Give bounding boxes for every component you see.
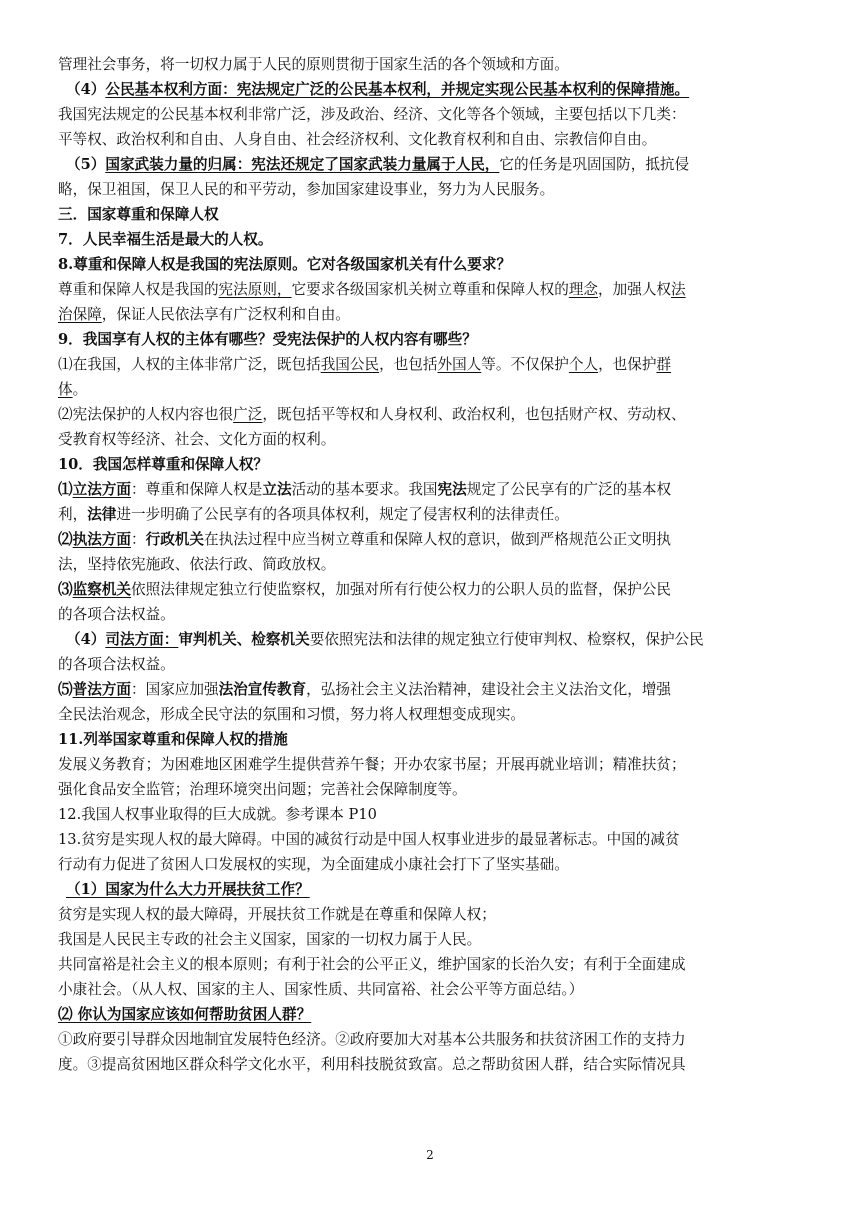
text-run: 它要求各级国家机关树立尊重和保障人权的 (291, 281, 569, 298)
text-line (58, 777, 810, 802)
text-line (58, 677, 810, 702)
text-line (58, 452, 810, 477)
text-run: 三．国家尊重和保障人权 (58, 206, 219, 223)
text-line (58, 1002, 810, 1027)
text-run: （4） (66, 631, 106, 648)
text-run: 群 (656, 356, 672, 373)
text-run: 小康社会。（从人权、国家的主人、国家性质、共同富裕、社会公平等方面总结。） (58, 981, 584, 998)
text-run: 国家武装力量的归属：宪法还规定了国家武装力量属于人民， (105, 156, 500, 173)
text-run: 监察机关 (72, 581, 131, 598)
text-run: 我国宪法规定的公民基本权利非常广泛，涉及政治、经济、文化等各个领域，主要包括以下几类： (58, 106, 686, 123)
text-run: 共同富裕是社会主义的根本原则；有利于社会的公平正义，维护国家的长治久安；有利于全面建成 (58, 956, 686, 973)
text-run: 广泛 (233, 406, 263, 423)
text-run: 法，坚持依宪施政、依法行政、简政放权。 (58, 556, 336, 573)
text-run: 7．人民幸福生活是最大的人权。 (58, 231, 273, 248)
text-line (58, 502, 810, 527)
text-line (58, 977, 810, 1002)
text-run: 外国人 (437, 356, 482, 373)
text-line (58, 102, 810, 127)
text-line (58, 177, 810, 202)
text-run: 我国公民 (320, 356, 380, 373)
text-line (58, 952, 810, 977)
text-run: ⑵宪法保护的人权内容也很 (58, 406, 234, 423)
text-run: 11.列举国家尊重和保障人权的措施 (58, 731, 288, 748)
text-run: 的各项合法权益。 (58, 656, 175, 673)
text-line (58, 277, 810, 302)
text-run: 管理社会事务，将一切权力属于人民的原则贯彻于国家生活的各个领域和方面。 (58, 56, 569, 73)
text-run: 行政机关 (145, 531, 204, 548)
text-line (58, 202, 810, 227)
text-run: 略，保卫祖国，保卫人民的和平劳动，参加国家建设事业，努力为人民服务。 (58, 181, 555, 198)
text-run: （4） (66, 81, 106, 98)
text-run: 8.尊重和保障人权是我国的宪法原则。它对各级国家机关有什么要求？ (58, 256, 512, 273)
text-line (58, 602, 810, 627)
text-run: （1）国家为什么大力开展扶贫工作？ (66, 881, 310, 898)
text-run: ，也包括 (379, 356, 438, 373)
text-line (58, 727, 810, 752)
text-run: 执法方面 (72, 531, 131, 548)
text-line (58, 427, 810, 452)
text-run: 我国是人民民主专政的社会主义国家，国家的一切权力属于人民。 (58, 931, 482, 948)
text-run: 活动的基本要求。我国 (291, 481, 438, 498)
text-line (58, 827, 810, 852)
text-run: 个人 (568, 356, 599, 373)
text-run: 尊重和保障人权是我国的 (58, 281, 219, 298)
text-run: ： (131, 531, 146, 548)
text-run: 等。不仅保护 (481, 356, 569, 373)
text-line (58, 127, 810, 152)
text-run: 法治宣传教育 (218, 681, 307, 698)
text-run: 规定了公民享有的广泛的基本权 (466, 481, 672, 498)
text-line (58, 902, 810, 927)
text-run: ，也保护 (598, 356, 657, 373)
text-line (58, 852, 810, 877)
text-run: 宪法原则， (218, 281, 292, 298)
text-line (58, 552, 810, 577)
text-run: 体 (58, 381, 73, 398)
text-run: 9．我国享有人权的主体有哪些？受宪法保护的人权内容有哪些？ (58, 331, 477, 348)
text-run: 立法方面 (72, 481, 131, 498)
text-run: ，弘扬社会主义法治精神，建设社会主义法治文化，增强 (306, 681, 672, 698)
text-run: （5） (66, 156, 106, 173)
text-run: 它的任务是巩固国防，抵抗侵 (499, 156, 690, 173)
text-line (58, 652, 810, 677)
text-run: 法 (671, 281, 686, 298)
text-line (58, 377, 810, 402)
text-run: 理念 (568, 281, 599, 298)
text-run: ，既包括平等权和人身权利、政治权利，也包括财产权、劳动权、 (262, 406, 686, 423)
text-line (58, 1027, 810, 1052)
text-run: ，加强人权 (598, 281, 672, 298)
text-run: 在执法过程中应当树立尊重和保障人权的意识，做到严格规范公正文明执 (204, 531, 672, 548)
text-line (58, 152, 810, 177)
text-run: ：国家应加强 (131, 681, 219, 698)
text-run: 受教育权等经济、社会、文化方面的权利。 (58, 431, 336, 448)
text-run: 依照法律规定独立行使监察权，加强对所有行使公权力的公职人员的监督，保护公民 (131, 581, 671, 598)
text-line (58, 302, 810, 327)
text-run: ⑵ 你认为国家应该如何帮助贫困人群？ (58, 1006, 312, 1023)
text-line (58, 477, 810, 502)
text-run: 13.贫穷是实现人权的最大障碍。中国的减贫行动是中国人权事业进步的最显著标志。中国的减贫 (58, 831, 680, 848)
text-run: 治保障 (58, 306, 102, 323)
text-line (58, 402, 810, 427)
text-run: 发展义务教育；为困难地区困难学生提供营养午餐；开办农家书屋；开展再就业培训；精准扶贫； (58, 756, 686, 773)
text-run: 度。③提高贫困地区群众科学文化水平，利用科技脱贫致富。总之帮助贫困人群，结合实际情况具 (58, 1056, 686, 1073)
text-line (58, 527, 810, 552)
text-run: ⑵ (58, 531, 73, 548)
text-line (58, 702, 810, 727)
page-number: 2 (426, 1148, 434, 1162)
text-line (58, 52, 810, 77)
text-run: 贫穷是实现人权的最大障碍，开展扶贫工作就是在尊重和保障人权； (58, 906, 496, 923)
text-line (58, 877, 810, 902)
text-run: 利， (58, 506, 88, 523)
text-run: ⑴在我国，人权的主体非常广泛，既包括 (58, 356, 321, 373)
text-run: ①政府要引导群众因地制宜发展特色经济。②政府要加大对基本公共服务和扶贫济困工作的支持力 (58, 1031, 686, 1048)
text-run: 公民基本权利方面：宪法规定广泛的公民基本权利，并规定实现公民基本权利的保障措施。 (105, 81, 690, 98)
text-line (58, 1052, 810, 1077)
text-run: 要依照宪法和法律的规定独立行使审判权、检察权，保护公民 (309, 631, 704, 648)
text-line (58, 227, 810, 252)
text-line (58, 802, 810, 827)
text-line (58, 627, 810, 652)
text-line (58, 252, 810, 277)
text-line (58, 752, 810, 777)
text-run: 10．我国怎样尊重和保障人权？ (58, 456, 269, 473)
document-body (58, 52, 810, 1077)
text-run: 普法方面 (72, 681, 131, 698)
text-run: ⑴ (58, 481, 73, 498)
text-run: 进一步明确了公民享有的各项具体权利，规定了侵害权利的法律责任。 (116, 506, 569, 523)
text-run: 法律 (87, 506, 117, 523)
text-run: 12.我国人权事业取得的巨大成就。参考课本 P10 (58, 806, 377, 823)
text-run: ⑸ (58, 681, 73, 698)
text-run: ：尊重和保障人权是 (131, 481, 263, 498)
text-run: ⑶ (58, 581, 73, 598)
text-run: 全民法治观念，形成全民守法的氛围和习惯，努力将人权理想变成现实。 (58, 706, 526, 723)
text-line (58, 327, 810, 352)
text-run: ，保证人民依法享有广泛权利和自由。 (101, 306, 350, 323)
text-line (58, 77, 810, 102)
text-line (58, 577, 810, 602)
text-run: 的各项合法权益。 (58, 606, 175, 623)
text-run: 司法方面： (105, 631, 179, 648)
text-run: 立法 (262, 481, 292, 498)
text-run: 强化食品安全监管；治理环境突出问题；完善社会保障制度等。 (58, 781, 467, 798)
text-run: 审判机关、检察机关 (178, 631, 310, 648)
text-run: 行动有力促进了贫困人口发展权的实现，为全面建成小康社会打下了坚实基础。 (58, 856, 569, 873)
text-run: 宪法 (437, 481, 467, 498)
text-run: 平等权、政治权利和自由、人身自由、社会经济权利、文化教育权利和自由、宗教信仰自由。 (58, 131, 657, 148)
text-line (58, 352, 810, 377)
text-run: 。 (72, 381, 88, 398)
text-line (58, 927, 810, 952)
